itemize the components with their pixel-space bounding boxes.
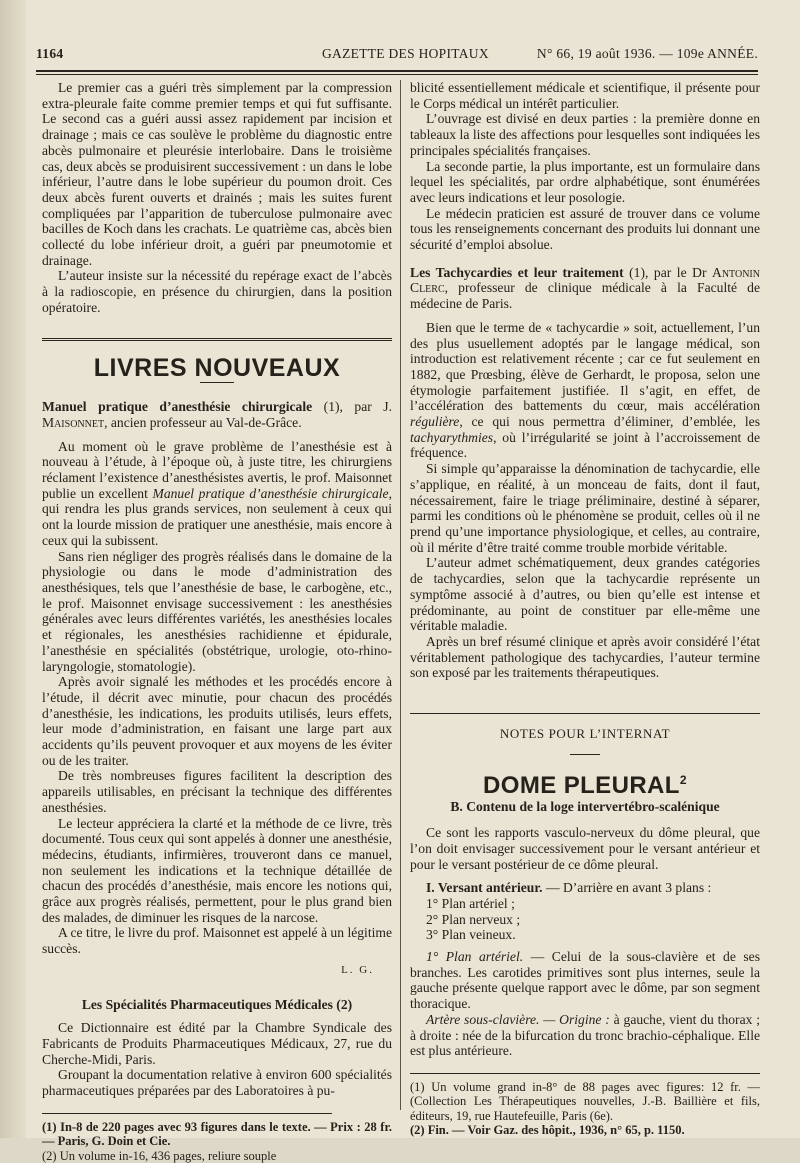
book1-paragraph-2: Sans rien négliger des progrès réalisés dans le domaine de la physiologie ou dans le mode d’administration des anesthésiques, tels que l’anesthésie de base, le carbogène, etc., le prof. Maisonnet envisage successivement : les anesthésies générales avec leurs différentes variétés, les anesthésies locales et régionales, les anesthésies rachidienne et épidurale, l’anesthésie en spécialités (obstétrique, urologie, oto-rhino-laryngologie, stomatologie). (42, 548, 392, 674)
notes-short-rule (570, 754, 600, 755)
book3-paragraph-1 (410, 320, 760, 461)
right-footnote-2: (2) Fin. — Voir Gaz. des hôpit., 1936, n° 65, p. 1150. (410, 1123, 685, 1138)
right-column (410, 80, 760, 1138)
plan-1: 1° Plan artériel ; (426, 895, 515, 911)
dome-paragraph-1: Ce sont les rapports vasculo-nerveux du dôme pleural, que l’on doit envisager successivement pour le versant antérieur et pour le versant postérieur de ce dôme pleural. (410, 825, 760, 872)
continuation-paragraph-3: La seconde partie, la plus importante, est un formulaire dans lequel les spécialités, par ordre alphabétique, sont énumérées avec leurs indications et leur posologie. (410, 158, 760, 205)
book3-paragraph-2: Si simple qu’apparaisse la dénomination de tachycardie, elle s’applique, en réalité, à un monceau de faits, dont il faut, nécessairement, faire le triage préliminaire, destiné à séparer, parmi les conditions où le phénomène se produit, celles où il ne prend qu’une importance physiologique, et celles, au contraire, où il mérite d’être traité comme trouble morbide véritable. (410, 461, 760, 555)
continuation-paragraph-2: L’ouvrage est divisé en deux parties : la première donne en tableaux la liste des affections pour lesquelles sont indiquées les principales spécialités françaises. (410, 111, 760, 158)
section-short-rule (200, 382, 234, 383)
continuation-paragraph-1: blicité essentiellement médicale et scientifique, il présente pour le Corps médical un intérêt particulier. (410, 80, 760, 111)
book3-paragraph-4: Après un bref résumé clinique et après avoir considéré l’état véritablement pathologique des tachycardies, l’auteur termine son exposé par les traitements thérapeutiques. (410, 633, 760, 681)
dome-title (410, 771, 760, 799)
versant-label: I. Versant antérieur. (426, 880, 543, 896)
book1-p1-text-a: Au moment où le grave problème de l’anesthésie est à nouveau à l’étude, à l’époque où, à juste titre, les chirurgiens réclament l’existence d’anesthésistes avertis, le prof. Maisonnet publie un excellent (42, 438, 392, 501)
book3-p1-text-b: , ce qui nous permettra d’éliminer, d’emblée, les (459, 414, 760, 430)
page-header (36, 46, 758, 66)
artere-text: à gauche, vient du thorax ; à droite : née de la bifurcation du tronc brachio-céphalique. Elle est plus antérieure. (410, 1011, 761, 1059)
arteriel-label: 1° Plan artériel. (426, 949, 524, 965)
book3-p1-italic-2: tachyarythmies (410, 429, 494, 445)
left-footnote-1: (1) In-8 de 220 pages avec 93 figures dans le texte. — Prix : 28 fr. — Paris, G. Doin et Cie. (42, 1119, 392, 1149)
book1-paragraph-5: Le lecteur appréciera la clarté et la méthode de ce livre, très documenté. Tous ceux qui sont appelés à donner une anesthésie, médecins, étudiants, infirmières, trouveront dans ce manuel, non seulement les indications et la technique détaillée de chacun des procédés d’anesthésie, mais encore les notions qui, grâce aux progrès réalisés, permettent, pour le plus grand bien des malades, de diminuer les risques de la narcose. (42, 815, 392, 925)
right-footnotes (410, 1080, 760, 1138)
left-footnotes (42, 1120, 392, 1163)
book1-ref: (1), par J. (323, 399, 392, 415)
book1-title: Manuel pratique d’anesthésie chirurgicale (42, 399, 313, 415)
book3-paragraph-3: L’auteur admet schématiquement, deux grandes catégories de tachycardies, selon que la tachycardie représente un symptôme associé à d’autres, ou bien qu’elle est intense et prédominante, au point de constituer par elle-même une véritable maladie. (410, 555, 760, 634)
right-footnote-rule (410, 1073, 760, 1074)
book2-heading: Les Spécialités Pharmaceutiques Médicales (2) (81, 996, 353, 1012)
issue-date: N° 66, 19 août 1936. — 109e ANNÉE. (536, 46, 758, 61)
intro-paragraph: Le premier cas a guéri très simplement par la compression extra-pleurale faite comme premier temps et qui fut suffisante. Le second cas a guéri aussi assez rapidement par incision et drainage ; mais ce cas soulève le problème du diagnostic entre abcès pulmonaire et pleurésie interlobaire. Dans le troisième cas, deux abcès se produisirent successivement : un dans le lobe inférieur, l’autre dans le lobe supérieur du poumon droit. Ces deux abcès furent ouverts et drainés ; mais les suites furent compliquées par l’apparition de tuberculose pulmonaire avec bacilles de Koch dans les crachats. Le quatrième cas, abcès bien collecté du lobe inférieur droit, a guéri par pneumotomie et drainage. (42, 80, 392, 268)
book1-signature: L. G. (341, 963, 374, 976)
section-rule (42, 338, 392, 341)
plan-arteriel (410, 949, 760, 1012)
arteriel-text: — Celui de la sous-clavière et de ses branches. Les carotides primitives sont plus internes, seule la gauche présente quelque rapport avec le dôme, par son segment thoracique. (410, 949, 760, 1012)
book3-p1-text-c: , où l’irrégularité se joint à l’accroissement de fréquence. (410, 429, 760, 461)
book1-role: , ancien professeur au Val-de-Grâce. (104, 414, 302, 430)
plan-2: 2° Plan nerveux ; (426, 911, 521, 927)
intro-paragraph-2: L’auteur insiste sur la nécessité du repérage exact de l’abcès à la radioscopie, en présence du chirurgien, dans la position opératoire. (42, 268, 392, 315)
header-rule-thick (36, 70, 758, 72)
artere-label: Artère sous-clavière. — Origine : (426, 1011, 610, 1027)
book3-p1-italic-1: régulière (410, 414, 460, 430)
artere-sous-claviere (410, 1012, 760, 1059)
column-divider (400, 80, 401, 1110)
book1-author: Maisonnet (42, 414, 105, 430)
dome-title-footnote-mark: 2 (679, 772, 687, 787)
dome-title-text: DOME PLEURAL (483, 771, 680, 799)
book1-p1-text-b: , qui rendra les plus grands services, non seulement à ceux qui ont la lourde mission de pratiquer une anesthésie, mais encore à ceux qui la subissent. (42, 485, 392, 548)
book1-paragraph-4: De très nombreuses figures facilitent la description des appareils utilisables, en précisant la technique des différentes anesthésies. (42, 768, 392, 815)
book1-p1-italic: Manuel pratique d’anesthésie chirurgicale (152, 485, 389, 501)
book1-heading (42, 399, 392, 430)
notes-heading: NOTES POUR L’INTERNAT (410, 713, 760, 742)
page-number: 1164 (36, 46, 64, 61)
journal-title: GAZETTE DES HOPITAUX (322, 46, 489, 61)
versant-text: — D’arrière en avant 3 plans : (542, 880, 712, 896)
left-column (42, 80, 392, 1163)
left-footnote-2: (2) Un volume in-16, 436 pages, reliure souple (42, 1148, 277, 1163)
header-rule-thin (36, 74, 758, 75)
plan-3: 3° Plan veineux. (426, 927, 516, 943)
section-title: LIVRES NOUVEAUX (93, 353, 341, 382)
right-footnote-1: (1) Un volume grand in-8° de 88 pages avec figures: 12 fr. — (Collection Les Thérapeutiques nouvelles, J.-B. Baillière et fils, éditeurs, 19, rue Hautefeuille, Paris (6e). (410, 1079, 760, 1123)
book3-ref: (1), par le Dr (629, 264, 707, 280)
page-edge-shadow (0, 0, 26, 1138)
book3-p1-text-a: Bien que le terme de « tachycardie » soit, actuellement, l’un des plus usuellement adoptés par le langage médical, son introduction est relativement récente ; car ce fut seulement en 1882, que Prœsbing, élève de Gerhardt, le proposa, selon une étymologie parfaitement justifiée. Il s’agit, en effet, de l’accélération des battements du cœur, mais accélération (410, 319, 760, 414)
book3-heading (410, 265, 760, 312)
dome-subheading: B. Contenu de la loge intervertébro-scalénique (450, 799, 720, 815)
book2-paragraph-1: Ce Dictionnaire est édité par la Chambre Syndicale des Fabricants de Produits Pharmaceutiques Médicaux, 27, rue du Cherche-Midi, Paris. (42, 1020, 392, 1067)
continuation-paragraph-4: Le médecin praticien est assuré de trouver dans ce volume tous les renseignements concernant des produits lui donnant une sécurité d’emploi absolue. (410, 205, 760, 253)
book2-paragraph-2: Groupant la documentation relative à environ 600 spécialités pharmaceutiques préparées par des Laboratoires à pu- (42, 1067, 392, 1099)
book1-paragraph-6: A ce titre, le livre du prof. Maisonnet est appelé à un légitime succès. (42, 925, 392, 957)
book3-author: Antonin Clerc (410, 264, 760, 296)
book3-title: Les Tachycardies et leur traitement (410, 264, 624, 280)
book3-role: , professeur de clinique médicale à la Faculté de médecine de Paris. (410, 280, 760, 312)
book1-paragraph-1 (42, 439, 392, 549)
versant-anterieur (410, 880, 760, 896)
footnote-rule (42, 1113, 332, 1114)
book1-paragraph-3: Après avoir signalé les méthodes et les procédés encore à l’étude, il décrit avec minutie, pour chacun des procédés d’anesthésie, les indications, les produits utilisés, leurs effets, leur mode d’administration, en faisant une large part aux accidents qu’ils peuvent provoquer et aux moyens de les éviter ou de les traiter. (42, 674, 392, 768)
